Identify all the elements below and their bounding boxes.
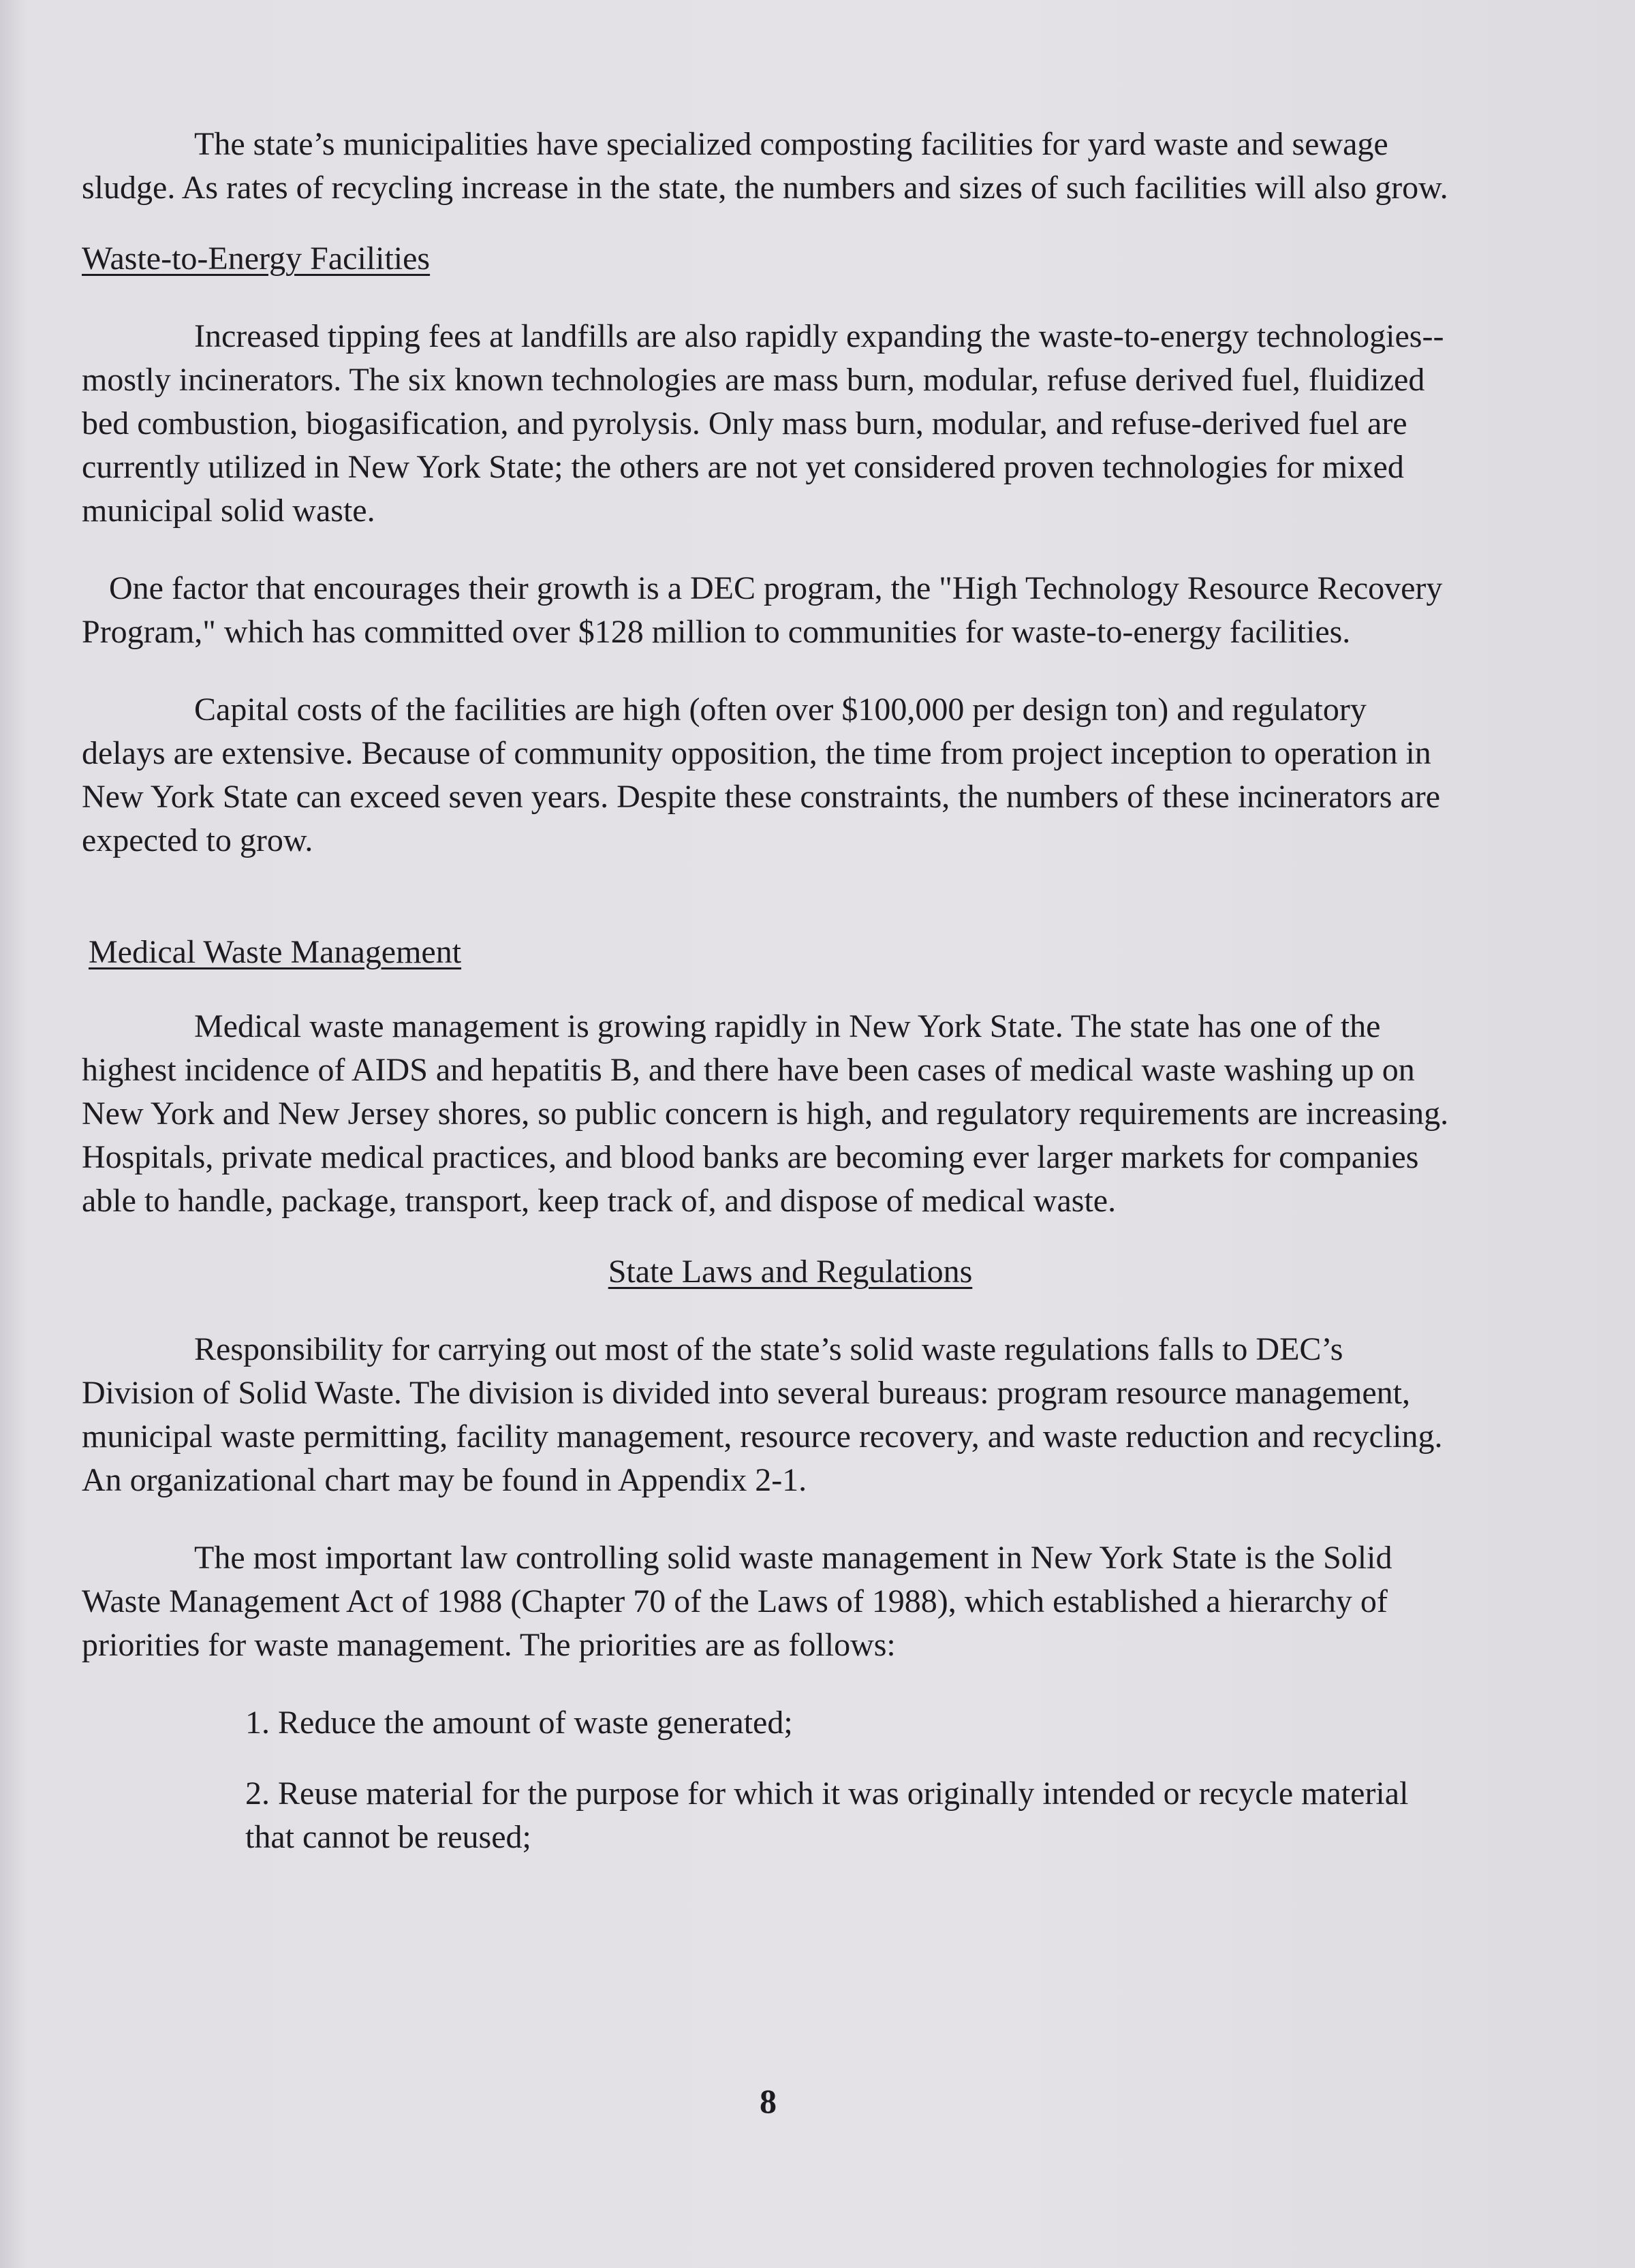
state-laws-paragraph-2: The most important law controlling solid waste management in New York State is the Solid Waste Management Act of 1988 (Chapter 70 of the Laws of 1988), which established a hierarchy of priorities for waste management. The priorities are as follows: [82,1540,1392,1663]
state-laws-paragraph-1: Responsibility for carrying out most of the state’s solid waste regulations falls to DEC’s Division of Solid Waste. The division is divided into several bureaus: program resource management, municipal waste permitting, facility management, resource recovery, and waste reduction and recycling. An organizational chart may be found in Appendix 2-1. [82,1331,1443,1498]
page-number: 8 [760,2082,777,2120]
medical-waste-paragraph: Medical waste management is growing rapidly in New York State. The state has one of the highest incidence of AIDS and hepatitis B, and there have been cases of medical waste washing up on New York and New Jersey shores, so public concern is high, and regulatory requirements are increasing. Hospitals, private medical practices, and blood banks are becoming ever larger markets for companies able to handle, package, transport, keep track of, and dispose of medical waste. [82,1008,1449,1219]
priority-item-1: 1. Reduce the amount of waste generated; [245,1705,793,1741]
waste-to-energy-heading: Waste-to-Energy Facilities [82,240,431,277]
composting-paragraph: The state’s municipalities have specialized composting facilities for yard waste and sewage sludge. As rates of recycling increase in the state, the numbers and sizes of such facilities will also grow. [82,126,1448,206]
state-laws-heading: State Laws and Regulations [608,1254,973,1290]
page-content [82,123,1458,1859]
medical-waste-heading: Medical Waste Management [89,934,462,970]
waste-to-energy-paragraph-3: Capital costs of the facilities are high (often over $100,000 per design ton) and regulatory delays are extensive. Because of community opposition, the time from project inception to operation in New York State can exceed seven years. Despite these constraints, the numbers of these incinerators are expected to grow. [82,692,1440,858]
waste-to-energy-paragraph-1: Increased tipping fees at landfills are also rapidly expanding the waste-to-energy technologies--mostly incinerators. The six known technologies are mass burn, modular, refuse derived fuel, fluidized bed combustion, biogasification, and pyrolysis. Only mass burn, modular, and refuse-derived fuel are currently utilized in New York State; the others are not yet considered proven technologies for mixed municipal solid waste. [82,318,1444,529]
waste-to-energy-paragraph-2: One factor that encourages their growth is a DEC program, the "High Technology Resource Recovery Program," which has committed over $128 million to communities for waste-to-energy facilities. [82,570,1443,650]
priority-item-2: 2. Reuse material for the purpose for which it was originally intended or recycle material that cannot be reused; [245,1775,1409,1855]
